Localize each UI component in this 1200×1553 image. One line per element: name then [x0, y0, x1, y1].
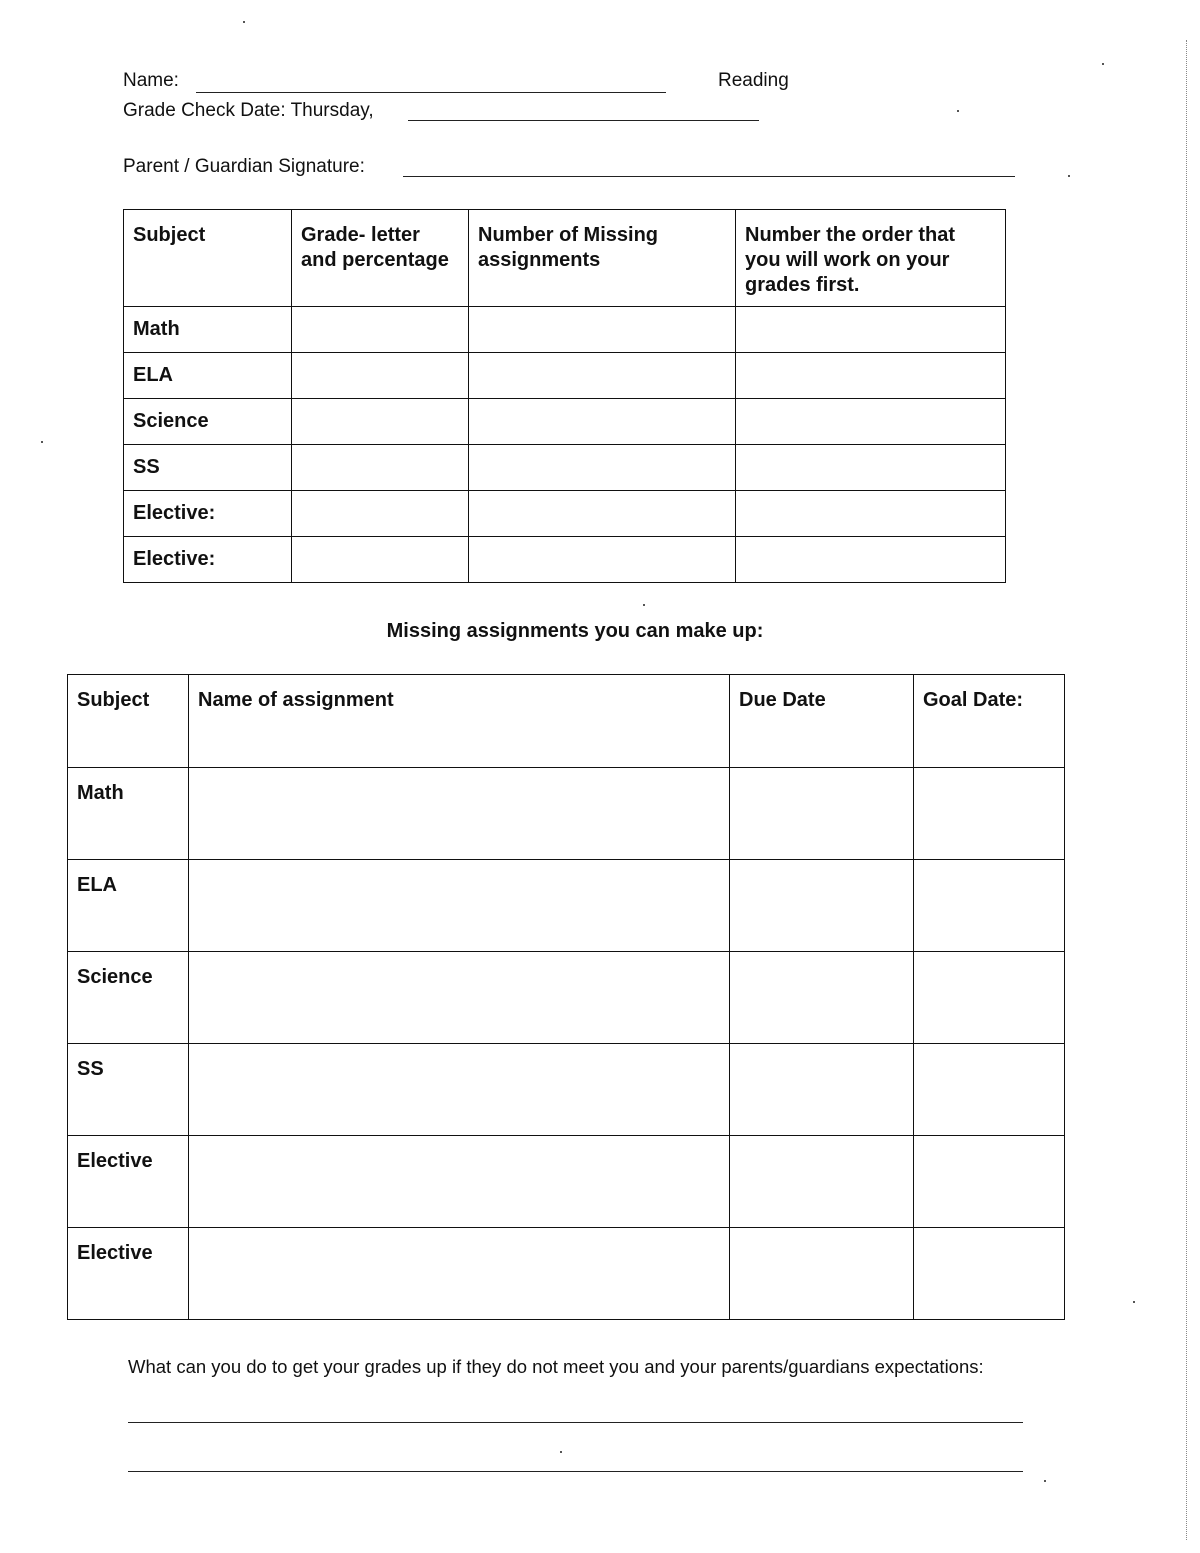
grade-cell[interactable]	[292, 399, 469, 445]
missing-header-row	[68, 675, 1065, 768]
missing-count-cell[interactable]	[469, 307, 736, 353]
grade-cell[interactable]	[292, 353, 469, 399]
subject-cell: Elective	[68, 1136, 189, 1228]
grade-cell[interactable]	[292, 537, 469, 583]
work-order-cell[interactable]	[736, 445, 1006, 491]
scan-speck	[41, 441, 43, 443]
table-row	[124, 537, 1006, 583]
subject-cell: Elective	[68, 1228, 189, 1320]
column-header-missing-count: Number of Missing assignments	[469, 210, 736, 307]
table-row	[68, 860, 1065, 952]
assignment-name-cell[interactable]	[189, 860, 730, 952]
column-header-due-date: Due Date	[730, 675, 914, 768]
missing-count-cell[interactable]	[469, 537, 736, 583]
scan-speck	[643, 604, 645, 606]
signature-field[interactable]	[403, 176, 1015, 177]
subject-cell: ELA	[68, 860, 189, 952]
table-row	[68, 768, 1065, 860]
missing-count-cell[interactable]	[469, 353, 736, 399]
work-order-cell[interactable]	[736, 307, 1006, 353]
scan-speck	[1068, 175, 1070, 177]
assignment-name-cell[interactable]	[189, 952, 730, 1044]
missing-assignments-table	[67, 674, 1065, 1320]
column-header-subject: Subject	[124, 210, 292, 307]
table-row	[124, 307, 1006, 353]
column-header-assignment-name: Name of assignment	[189, 675, 730, 768]
table-row	[124, 491, 1006, 537]
column-header-grade: Grade- letter and percentage	[292, 210, 469, 307]
due-date-cell[interactable]	[730, 1228, 914, 1320]
grade-cell[interactable]	[292, 445, 469, 491]
assignment-name-cell[interactable]	[189, 768, 730, 860]
scan-speck	[560, 1451, 562, 1453]
table-row	[68, 1136, 1065, 1228]
table-row	[124, 353, 1006, 399]
subject-cell: SS	[68, 1044, 189, 1136]
scan-speck	[1044, 1480, 1046, 1482]
subject-cell: Elective:	[124, 537, 292, 583]
subject-cell: Math	[68, 768, 189, 860]
subject-cell: ELA	[124, 353, 292, 399]
goal-date-cell[interactable]	[914, 1136, 1065, 1228]
column-header-goal-date: Goal Date:	[914, 675, 1065, 768]
due-date-cell[interactable]	[730, 1044, 914, 1136]
subject-cell: Science	[124, 399, 292, 445]
goal-date-cell[interactable]	[914, 860, 1065, 952]
table-row	[68, 1044, 1065, 1136]
missing-assignments-heading: Missing assignments you can make up:	[386, 620, 764, 642]
answer-line-2[interactable]	[128, 1471, 1023, 1472]
goal-date-cell[interactable]	[914, 1228, 1065, 1320]
subject-title: Reading	[718, 70, 789, 91]
grades-header-row	[124, 210, 1006, 307]
missing-count-cell[interactable]	[469, 491, 736, 537]
missing-count-cell[interactable]	[469, 445, 736, 491]
column-header-work-order: Number the order that you will work on your grades first.	[736, 210, 1006, 307]
assignment-name-cell[interactable]	[189, 1044, 730, 1136]
scan-speck	[243, 21, 245, 23]
scan-speck	[1102, 63, 1104, 65]
assignment-name-cell[interactable]	[189, 1228, 730, 1320]
grades-table	[123, 209, 1006, 583]
scan-speck	[957, 110, 959, 112]
table-row	[68, 952, 1065, 1044]
scan-edge-dots	[1186, 40, 1187, 1540]
work-order-cell[interactable]	[736, 491, 1006, 537]
column-header-subject: Subject	[68, 675, 189, 768]
subject-cell: Elective:	[124, 491, 292, 537]
work-order-cell[interactable]	[736, 353, 1006, 399]
improvement-question: What can you do to get your grades up if they do not meet you and your parents/guardians expectations:	[128, 1356, 984, 1377]
subject-cell: Math	[124, 307, 292, 353]
grade-cell[interactable]	[292, 491, 469, 537]
due-date-cell[interactable]	[730, 768, 914, 860]
subject-cell: Science	[68, 952, 189, 1044]
table-row	[124, 399, 1006, 445]
due-date-cell[interactable]	[730, 952, 914, 1044]
due-date-cell[interactable]	[730, 860, 914, 952]
grade-check-date-label: Grade Check Date: Thursday,	[123, 100, 374, 121]
goal-date-cell[interactable]	[914, 1044, 1065, 1136]
goal-date-cell[interactable]	[914, 952, 1065, 1044]
work-order-cell[interactable]	[736, 399, 1006, 445]
table-row	[124, 445, 1006, 491]
grade-cell[interactable]	[292, 307, 469, 353]
missing-count-cell[interactable]	[469, 399, 736, 445]
table-row	[68, 1228, 1065, 1320]
answer-line-1[interactable]	[128, 1422, 1023, 1423]
scan-speck	[1133, 1301, 1135, 1303]
due-date-cell[interactable]	[730, 1136, 914, 1228]
work-order-cell[interactable]	[736, 537, 1006, 583]
name-field[interactable]	[196, 92, 666, 93]
goal-date-cell[interactable]	[914, 768, 1065, 860]
assignment-name-cell[interactable]	[189, 1136, 730, 1228]
signature-label: Parent / Guardian Signature:	[123, 156, 365, 177]
subject-cell: SS	[124, 445, 292, 491]
grade-check-date-field[interactable]	[408, 120, 759, 121]
name-label: Name:	[123, 70, 179, 91]
